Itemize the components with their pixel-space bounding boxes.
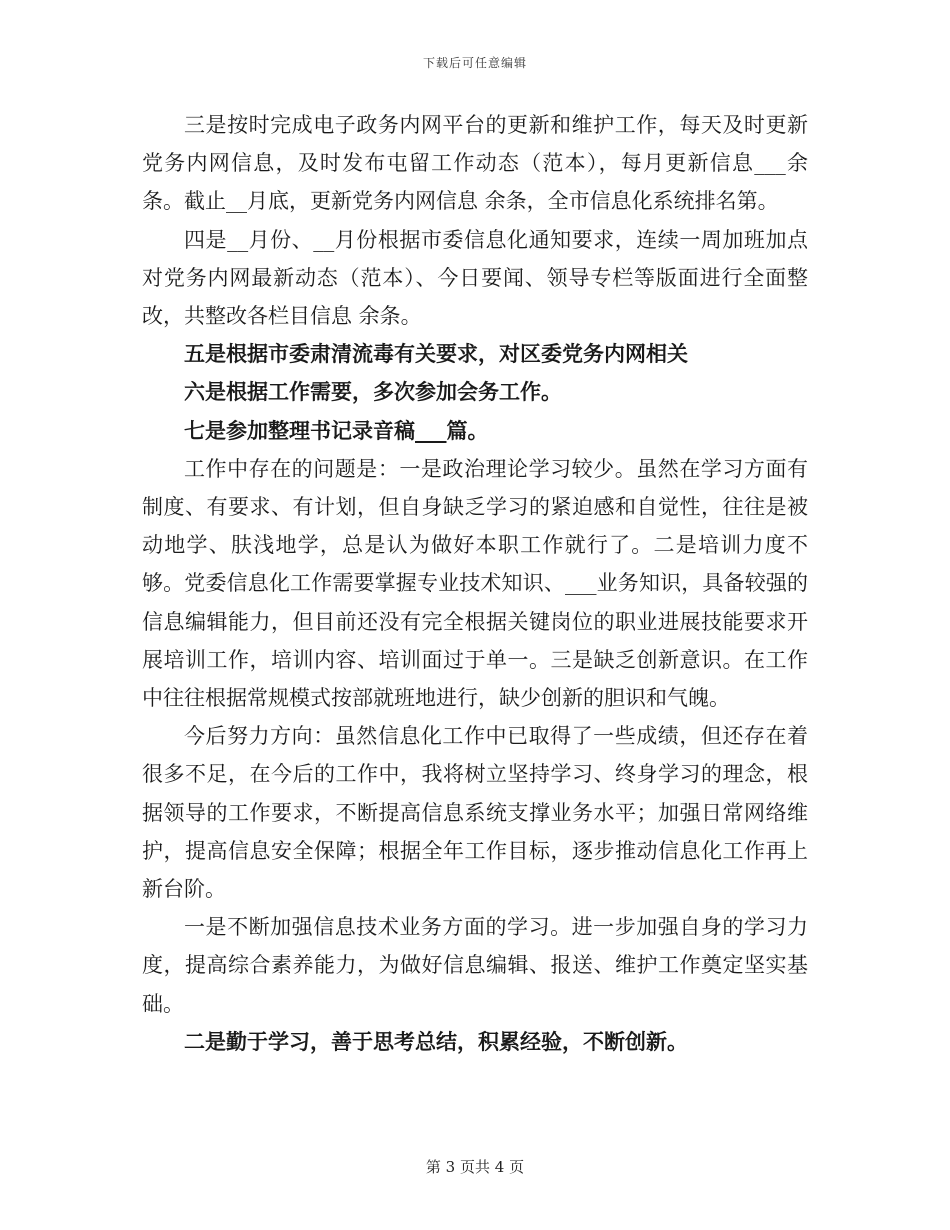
paragraph-plan-1: 一是不断加强信息技术业务方面的学习。进一步加强自身的学习力度，提高综合素养能力，为做好信息编辑、报送、维护工作奠定坚实基础。 bbox=[142, 915, 808, 1016]
paragraph-problems: 工作中存在的问题是：一是政治理论学习较少。虽然在学习方面有制度、有要求、有计划，但自身缺乏学习的紧迫感和自觉性，往往是被动地学、肤浅地学，总是认为做好本职工作就行了。二是培训力度不够。党委信息化工作需要掌握专业技术知识、___业务知识，具备较强的信息编辑能力，但目前还没有完全根据关键岗位的职业进展技能要求开展培训工作，培训内容、培训面过于单一。三是缺乏创新意识。在工作中往往根据常规模式按部就班地进行，缺少创新的胆识和气魄。 bbox=[142, 456, 808, 711]
paragraph-item-4: 四是__月份、__月份根据市委信息化通知要求，连续一周加班加点对党务内网最新动态（范本）、今日要闻、领导专栏等版面进行全面整改，共整改各栏目信息 余条。 bbox=[142, 227, 808, 329]
paragraph-direction: 今后努力方向：虽然信息化工作中已取得了一些成绩，但还存在着很多不足，在今后的工作中，我将树立坚持学习、终身学习的理念，根据领导的工作要求，不断提高信息系统支撑业务水平；加强日常网络维护，提高信息安全保障；根据全年工作目标，逐步推动信息化工作再上新台阶。 bbox=[142, 724, 808, 902]
paragraph-plan-2: 二是勤于学习，善于思考总结，积累经验，不断创新。 bbox=[184, 1028, 688, 1054]
paragraph-item-7: 七是参加整理书记录音稿___篇。 bbox=[184, 417, 489, 443]
page-header: 下载后可任意编辑 bbox=[422, 56, 527, 70]
document-body bbox=[142, 106, 808, 1061]
page-footer: 第 3 页共 4 页 bbox=[425, 1158, 525, 1176]
paragraph-item-3: 三是按时完成电子政务内网平台的更新和维护工作，每天及时更新党务内网信息，及时发布屯留工作动态（范本），每月更新信息___余条。截止__月底，更新党务内网信息 余条，全市信息化系统排名第。 bbox=[142, 113, 808, 214]
paragraph-item-6: 六是根据工作需要，多次参加会务工作。 bbox=[184, 379, 562, 405]
paragraph-item-5: 五是根据市委肃清流毒有关要求，对区委党务内网相关 bbox=[184, 341, 688, 367]
